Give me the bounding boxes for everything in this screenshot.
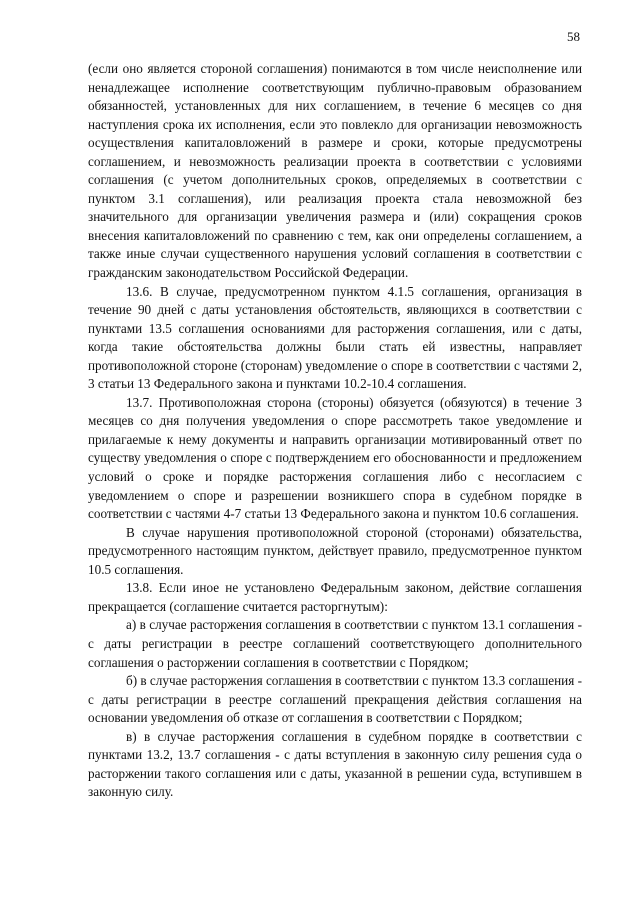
paragraph-13-7: 13.7. Противоположная сторона (стороны) обязуется (обязуются) в течение 3 месяцев со дня получения уведомления о споре рассмотреть такое уведомление и прилагаемые к нему документы и направить организации мотивированный ответ по существу уведомления о споре с подтверждением его обоснованности и предложением условий о сроке и порядке расторжения соглашения либо с несогласием с уведомлением о споре и разрешении возникшего спора в судебном порядке в соответствии с частями 4-7 статьи 13 Федерального закона и пунктом 10.6 соглашения. [88, 394, 582, 522]
paragraph-continuation: (если оно является стороной соглашения) понимаются в том числе неисполнение или ненадлежащее исполнение соответствующим публично-правовым образованием обязанностей, установленных для них соглашением, в течение 6 месяцев со дня наступления срока их исполнения, если это повлекло для организации невозможность осуществления капиталовложений в размере и сроки, которые предусмотрены соглашением, и невозможность реализации проекта в соответствии с условиями соглашения (с учетом дополнительных сроков, определяемых в соответствии с пунктом 3.1 соглашения), или реализация проекта стала невозможной без значительного для организации увеличения размера и (или) сокращения сроков внесения капиталовложений по сравнению с тем, как они определены соглашением, а также иные случаи существенного нарушения условий соглашения в соответствии с гражданским законодательством Российской Федерации. [88, 61, 582, 281]
paragraph-13-8-c: в) в случае расторжения соглашения в судебном порядке в соответствии с пунктами 13.2, 13.7 соглашения - с даты вступления в законную силу решения суда о расторжении такого соглашения или с даты, указанной в решении суда, вступившем в законную силу. [88, 728, 582, 800]
body-text [88, 60, 582, 802]
paragraph-13-8-b: б) в случае расторжения соглашения в соответствии с пунктом 13.3 соглашения - с даты регистрации в реестре соглашений прекращения действия соглашения на основании уведомления об отказе от соглашения в соответствии с Порядком; [88, 673, 582, 726]
page-number: 58 [567, 29, 580, 44]
paragraph-13-8: 13.8. Если иное не установлено Федеральным законом, действие соглашения прекращается (соглашение считается расторгнутым): [88, 580, 582, 614]
paragraph-13-8-a: а) в случае расторжения соглашения в соответствии с пунктом 13.1 соглашения - с даты регистрации в реестре соглашений соответствующего дополнительного соглашения о расторжении соглашения в соответствии с Порядком; [88, 617, 582, 670]
paragraph-13-6: 13.6. В случае, предусмотренном пунктом 4.1.5 соглашения, организация в течение 90 дней с даты установления обстоятельств, являющихся в соответствии с пунктами 13.5 соглашения основаниями для расторжения соглашения, или с даты, когда такие обстоятельства должны были стать ей известны, направляет противоположной стороне (сторонам) уведомление о споре в соответствии с частями 2, 3 статьи 13 Федерального закона и пунктами 10.2-10.4 соглашения. [88, 283, 582, 392]
paragraph-violation-rule: В случае нарушения противоположной стороной (сторонами) обязательства, предусмотренного настоящим пунктом, действует правило, предусмотренное пунктом 10.5 соглашения. [88, 524, 582, 577]
